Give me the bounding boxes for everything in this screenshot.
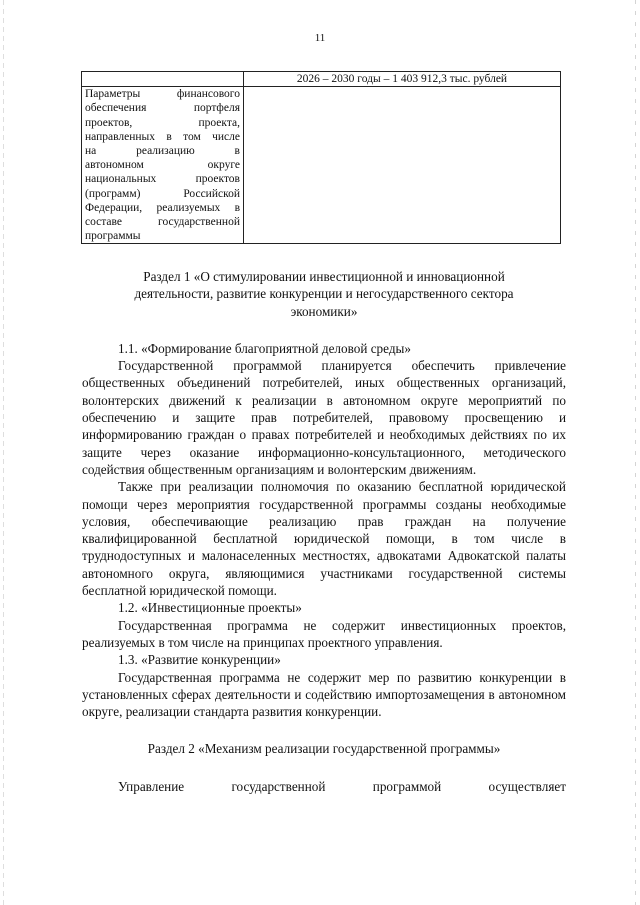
parameters-label-line: обеспечения портфеля (85, 102, 240, 115)
parameters-label-line: Федерации, реализуемых в (85, 201, 240, 214)
section-1-title-line: Раздел 1 «О стимулировании инвестиционной и инновационной (143, 269, 505, 284)
parameters-label-line: проектов, проекта, (85, 116, 240, 129)
subsection-1-1-title: 1.1. «Формирование благоприятной деловой среды» (118, 340, 411, 356)
section-1-title (82, 268, 566, 320)
table-header-left-cell (82, 72, 244, 87)
parameters-label-line: Параметры финансового (85, 88, 240, 101)
parameters-label-line: национальных проектов (85, 173, 240, 186)
parameters-label-line: направленных в том числе (85, 130, 240, 143)
subsection-1-3-paragraph: Государственная программа не содержит мер по развитию конкуренции в установленных сферах деятельности и содействию импортозамещения в автономном округе, реализации стандарта развития конкуренции. (82, 669, 566, 720)
table-header-row (82, 72, 561, 87)
financing-parameters-table (81, 71, 561, 244)
main-text (82, 268, 566, 795)
section-2-paragraph-start: Управление государственной программой осуществляет (118, 778, 566, 794)
parameters-label-line: программы (85, 230, 141, 243)
parameters-label-cell (82, 87, 244, 244)
section-2-title: Раздел 2 «Механизм реализации государственной программы» (147, 741, 501, 757)
subsection-1-2-paragraph: Государственная программа не содержит инвестиционных проектов, реализуемых в том числе на принципах проектного управления. (82, 617, 566, 650)
parameters-label-line: автономном округе (85, 159, 240, 172)
parameters-label-line: на реализацию в (85, 145, 240, 158)
table-body-row (82, 87, 561, 244)
section-1-title-line: экономики» (290, 303, 358, 319)
scan-edge-right (635, 0, 636, 905)
scan-edge-left (3, 0, 4, 905)
page-number: 11 (314, 32, 326, 44)
subsection-1-2-title: 1.2. «Инвестиционные проекты» (118, 600, 302, 616)
parameters-value-cell (244, 87, 561, 244)
subsection-1-1-paragraph-1: Государственной программой планируется обеспечить привлечение общественных объединений потребителей, иных общественных организаций, волонтерских движений к реализации в автономном округе мероприятий по обеспечению и защите прав потребителей, правовому просвещению и информированию граждан о правах потребителей и необходимых действиях по их защите через оказание информационно-консультационного, методического содействия общественным организациям и волонтерским движениям. (82, 358, 566, 477)
table-header-right-cell: 2026 – 2030 годы – 1 403 912,3 тыс. рублей (244, 72, 561, 87)
section-1-title-line: деятельности, развитие конкуренции и негосударственного сектора (134, 286, 514, 302)
subsection-1-3-title: 1.3. «Развитие конкуренции» (118, 652, 281, 668)
parameters-label-line: (программ) Российской (85, 187, 240, 200)
parameters-label-line: составе государственной (85, 216, 240, 229)
subsection-1-1-paragraph-2: Также при реализации полномочия по оказанию бесплатной юридической помощи через мероприятия государственной программы созданы необходимые условия, обеспечивающие реализацию прав граждан на получение квалифицированной бесплатной юридической помощи, в том числе в труднодоступных и малонаселенных местностях, адвокатами Адвокатской палаты автономного округа, являющимися участниками государственной системы бесплатной юридической помощи. (82, 479, 566, 599)
